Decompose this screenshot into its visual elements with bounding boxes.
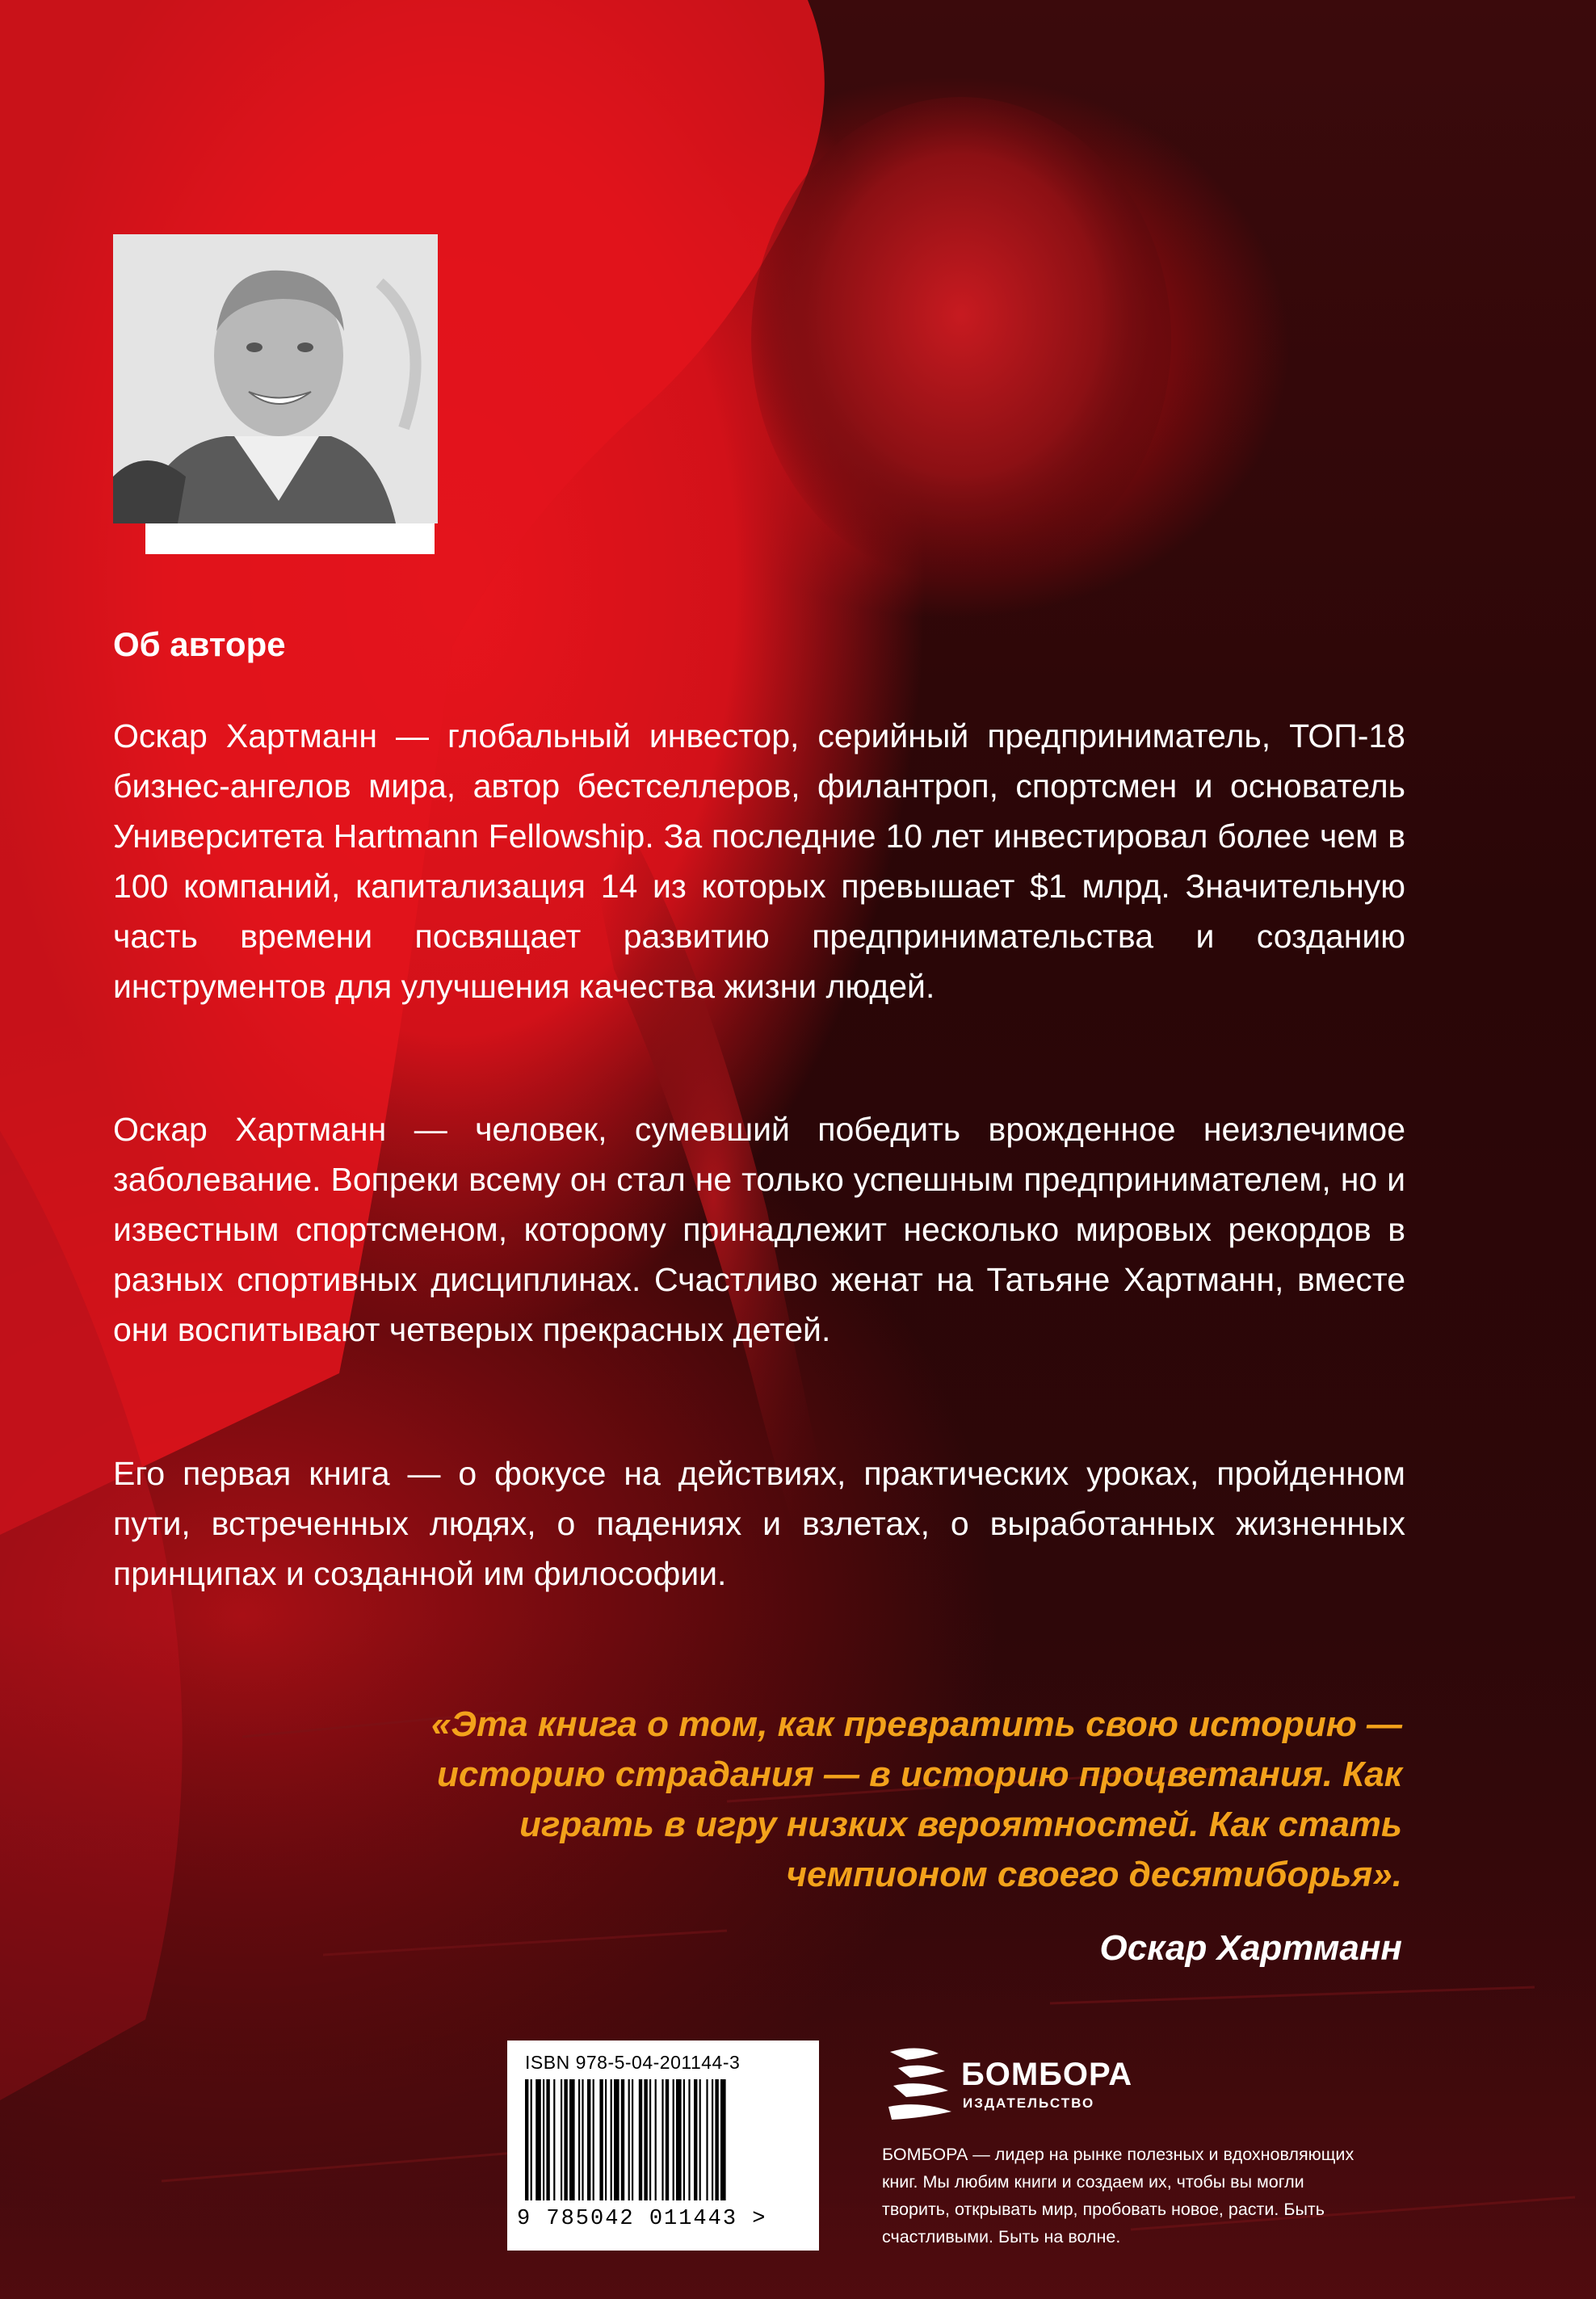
about-paragraph-3: Его первая книга — о фокусе на действиях, практических уроках, пройденном пути, встреченных людях, о падениях и взлетах, о выработанных жизненных принципах и созданной им философии. bbox=[113, 1455, 1405, 1592]
about-paragraph-1: Оскар Хартманн — глобальный инвестор, серийный предприниматель, ТОП-18 бизнес-ангелов мира, автор бестселлеров, филантроп, спортсмен и основатель Университета Hartmann Fellowship. За последние 10 лет инвестировал более чем в 100 компаний, капитализация 14 из которых превышает $1 млрд. Значительную часть времени посвящает развитию предпринимательства и созданию инструментов для улучшения качества жизни людей. bbox=[113, 717, 1405, 1005]
about-paragraph-2: Оскар Хартманн — человек, сумевший победить врожденное неизлечимое заболевание. Вопреки всему он стал не только успешным предпринимателем, но и известным спортсменом, которому принадлежит несколько мировых рекордов в разных спортивных дисциплинах. Счастливо женат на Татьяне Хартманн, вместе они воспитывают четверых прекрасных детей. bbox=[113, 1111, 1405, 1348]
author-photo bbox=[113, 234, 438, 523]
barcode-bars-icon bbox=[525, 2079, 801, 2209]
isbn-label: ISBN 978-5-04-201144-3 bbox=[525, 2052, 741, 2073]
publisher-subtitle: ИЗДАТЕЛЬСТВО bbox=[963, 2095, 1095, 2111]
about-heading: Об авторе bbox=[113, 625, 286, 663]
barcode-digits: 9 785042 011443 > bbox=[517, 2207, 767, 2231]
book-quote: «Эта книга о том, как превратить свою историю — историю страдания — в историю процветания. Как играть в игру низких вероятностей. Как стать чемпионом своего десятиборья». bbox=[430, 1704, 1402, 1894]
isbn-barcode bbox=[507, 2041, 819, 2251]
publisher-description: БОМБОРА — лидер на рынке полезных и вдохновляющих книг. Мы любим книги и создаем их, чтобы вы могли творить, открывать мир, пробовать новое, расти. Быть счастливыми. Быть на волне. bbox=[882, 2145, 1354, 2246]
bombora-logo-icon bbox=[882, 2044, 955, 2128]
quote-author: Оскар Хартманн bbox=[1099, 1928, 1402, 1968]
publisher-name: БОМБОРА bbox=[961, 2057, 1133, 2092]
